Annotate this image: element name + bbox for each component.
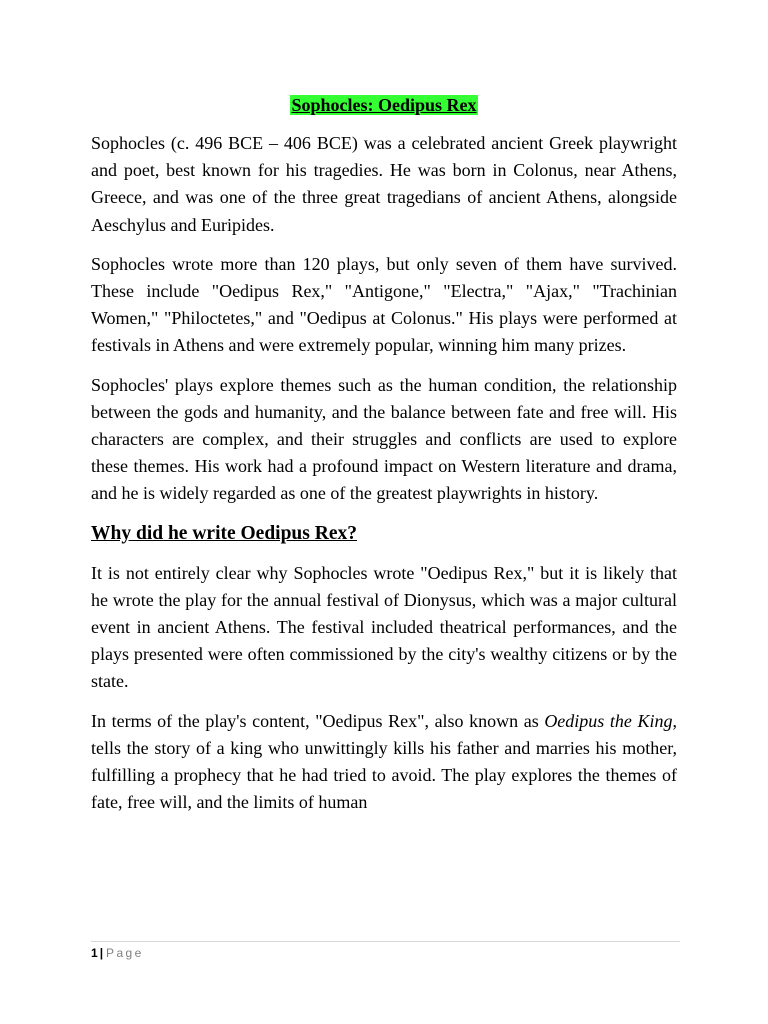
paragraph-4: It is not entirely clear why Sophocles wrote "Oedipus Rex," but it is likely that he wrote the play for the annual festival of Dionysus, which was a major cultural event in ancient Athens. The festival included theatrical performances, and the plays presented were often commissioned by the city's wealthy citizens or by the state. [91,562,677,692]
document-body [91,92,677,828]
paragraph-5-italic-title: Oedipus the King [544,710,673,731]
section-heading: Why did he write Oedipus Rex? [91,522,357,544]
paragraph-3: Sophocles' plays explore themes such as the human condition, the relationship between the gods and humanity, and the balance between fate and free will. His characters are complex, and their struggles and conflicts are used to explore these themes. His work had a profound impact on Western literature and drama, and he is widely regarded as one of the greatest playwrights in history. [91,374,677,504]
title-container [91,92,677,119]
page-label: Page [106,946,144,960]
footer-separator: | [99,946,104,960]
paragraph-5-part-2: , tells the story of a king who unwittingly kills his father and marries his mother, fulfilling a prophecy that he had tried to avoid. The play explores the themes of fate, free will, and the limits of human [91,710,677,813]
paragraph-5 [91,708,677,817]
page-number: 1 [91,946,98,960]
document-title: Sophocles: Oedipus Rex [291,95,477,115]
paragraph-5-part-1: In terms of the play's content, "Oedipus Rex", also known as [91,710,545,731]
paragraph-2: Sophocles wrote more than 120 plays, but only seven of them have survived. These include "Oedipus Rex," "Antigone," "Electra," "Ajax," "Trachinian Women," "Philoctetes," and "Oedipus at Colonus." His plays were performed at festivals in Athens and were extremely popular, winning him many prizes. [91,253,677,356]
paragraph-1: Sophocles (c. 496 BCE – 406 BCE) was a celebrated ancient Greek playwright and poet, best known for his tragedies. He was born in Colonus, near Athens, Greece, and was one of the three great tragedians of ancient Athens, alongside Aeschylus and Euripides. [91,133,677,235]
page-footer [91,941,680,961]
